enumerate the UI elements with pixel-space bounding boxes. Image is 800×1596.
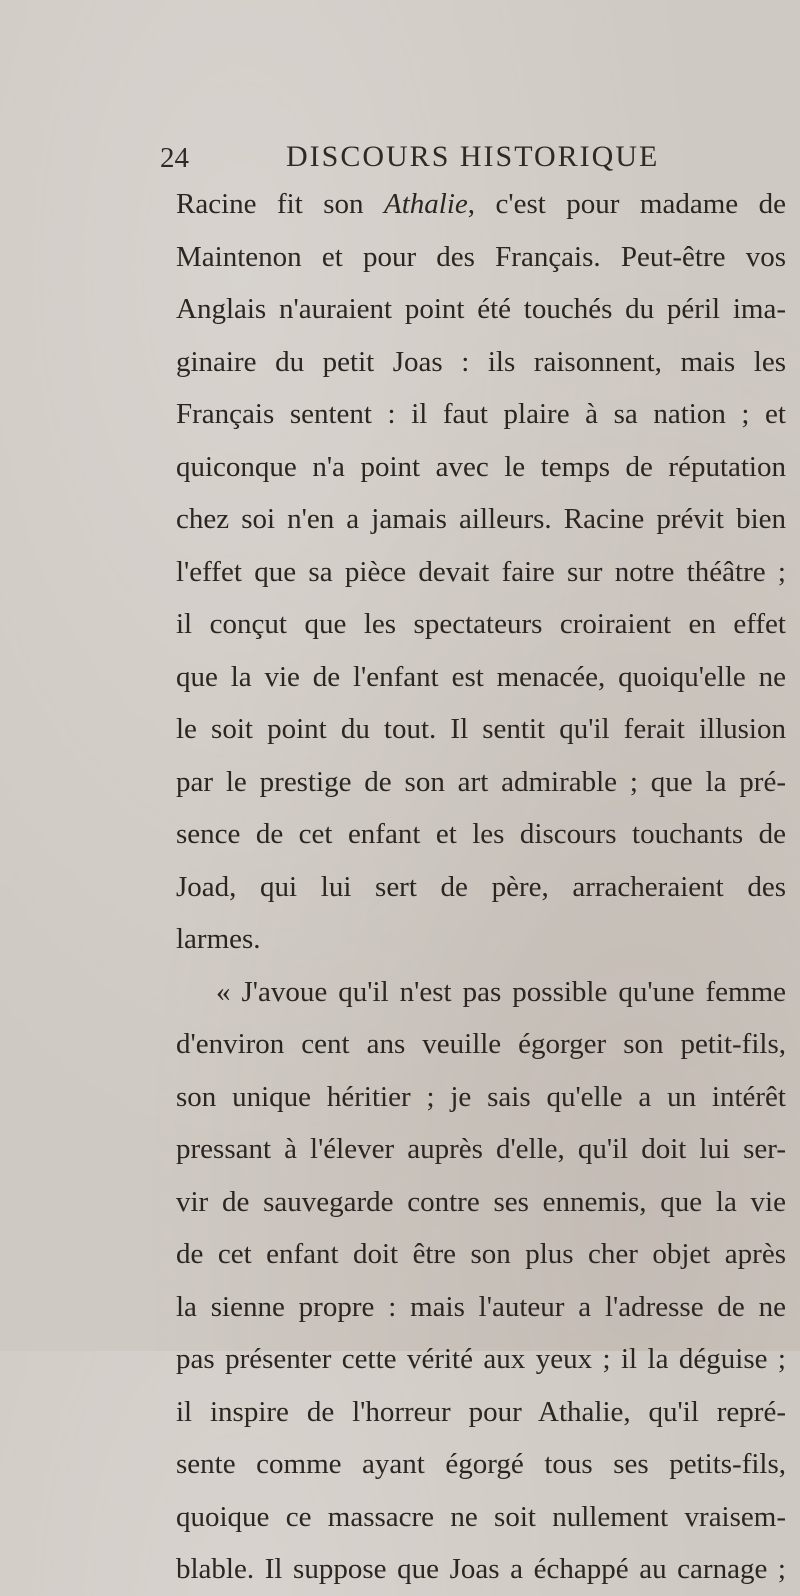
text-line: par le prestige de son art admirable ; que la pré- (176, 765, 786, 798)
text-line: blable. Il suppose que Joas a échappé au carnage ; (176, 1553, 786, 1585)
text-line-part: , c'est pour madame de (467, 188, 786, 220)
text-line: quoique ce massacre ne soit nullement vraisem- (176, 1500, 786, 1533)
text-line: pressant à l'élever auprès d'elle, qu'il doit lui ser- (176, 1133, 786, 1165)
text-line: son unique héritier ; je sais qu'elle a un intérêt (176, 1080, 786, 1113)
page-header (160, 140, 680, 180)
text-line: que la vie de l'enfant est menacée, quoiqu'elle ne (176, 660, 786, 693)
work-title-athalie: Athalie (384, 188, 468, 220)
text-line: pas présenter cette vérité aux yeux ; il la déguise ; (176, 1343, 786, 1375)
text-line: sente comme ayant égorgé tous ses petits-fils, (176, 1448, 786, 1480)
text-line: Français sentent : il faut plaire à sa nation ; et (176, 398, 786, 430)
text-line: la sienne propre : mais l'auteur a l'adresse de ne (176, 1290, 786, 1323)
page-number: 24 (160, 142, 189, 174)
text-line: il inspire de l'horreur pour Athalie, qu'il repré- (176, 1395, 786, 1428)
text-line: l'effet que sa pièce devait faire sur notre théâtre ; (176, 555, 786, 588)
text-line-part: Racine fit son (176, 188, 384, 220)
text-line: larmes. (176, 923, 261, 955)
text-line (176, 178, 786, 231)
text-line: de cet enfant doit être son plus cher objet après (176, 1238, 786, 1270)
text-line: chez soi n'en a jamais ailleurs. Racine prévit bien (176, 503, 786, 535)
text-line: vir de sauvegarde contre ses ennemis, que la vie (176, 1185, 786, 1218)
text-line: Anglais n'auraient point été touchés du péril ima- (176, 293, 786, 325)
running-title: DISCOURS HISTORIQUE (286, 140, 660, 173)
text-line: le soit point du tout. Il sentit qu'il ferait illusion (176, 713, 786, 745)
text-line: quiconque n'a point avec le temps de réputation (176, 450, 786, 483)
text-line: Joad, qui lui sert de père, arracheraient des (176, 870, 786, 903)
text-line: il conçut que les spectateurs croiraient en effet (176, 608, 786, 640)
text-line: « J'avoue qu'il n'est pas possible qu'une femme (216, 975, 786, 1008)
text-line: ginaire du petit Joas : ils raisonnent, mais les (176, 345, 786, 378)
text-line: sence de cet enfant et les discours touchants de (176, 818, 786, 850)
text-line: d'environ cent ans veuille égorger son petit-fils, (176, 1028, 786, 1060)
text-line: Maintenon et pour des Français. Peut-être vos (176, 240, 786, 273)
body-text (176, 178, 786, 1596)
